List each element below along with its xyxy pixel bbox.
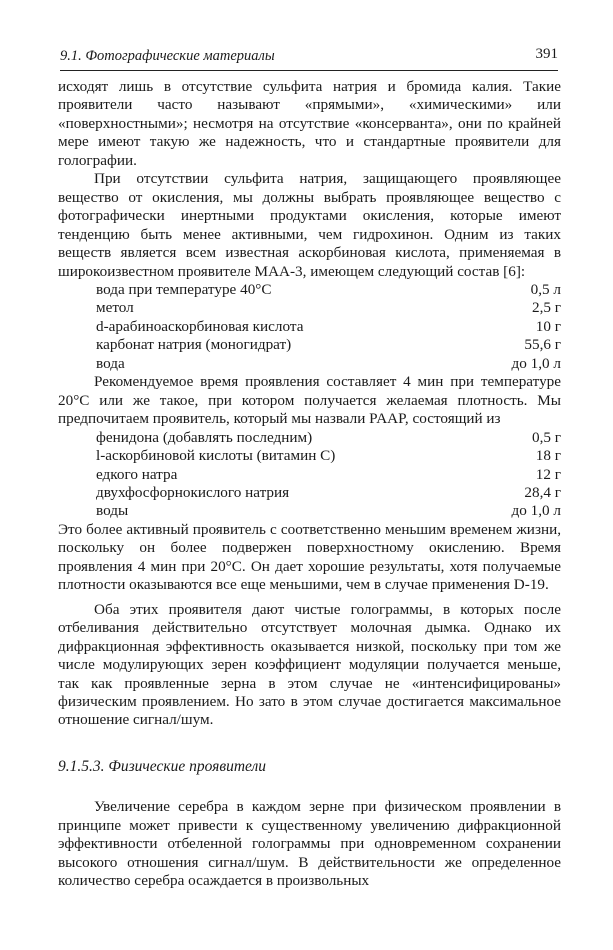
recipe-row — [58, 336, 561, 354]
ingredient: l-аскорбиновой кислоты (витамин С) — [96, 447, 336, 465]
ingredient: едкого натра — [96, 465, 178, 483]
subsection-heading: 9.1.5.3. Физические проявители — [58, 757, 267, 775]
paragraph-6: Увеличение серебра в каждом зерне при физическом проявлении в принципе может привести к существенному увеличению дифракционной эффективности отбеленной голограммы при одновременном сохранении высокого отношения сигнал/шум. В действительности же определенное количество серебра осаждается в произвольных — [58, 798, 561, 890]
quantity: 0,5 л — [530, 280, 561, 298]
ingredient: воды — [96, 502, 129, 520]
recipe-maa3 — [58, 281, 561, 373]
paragraph-5: Оба этих проявителя дают чистые голограммы, в которых после отбеливания действительно отсутствует молочная дымка. Однако их дифракционная эффективность оказывается низкой, поскольку при том же числе модулирующих зерен коэффициент модуляции получается меньше, так как проявленные зерна в этом случае не «интенсифицированы» физическим проявлением. Но зато в этом случае достигается максимальное отношение сигнал/шум. — [58, 600, 561, 729]
ingredient: вода — [96, 354, 125, 372]
recipe-row — [58, 447, 561, 465]
ingredient: d-арабиноаскорбиновая кислота — [96, 317, 304, 335]
recipe-row — [58, 429, 561, 447]
recipe-row — [58, 502, 561, 520]
running-header — [60, 44, 558, 71]
paragraph-1: исходят лишь в отсутствие сульфита натрия и бромида калия. Такие проявители часто называют «прямыми», «химическими» или «поверхностными»; несмотря на отсутствие «консерванта», они по крайней мере имеют такую же надежность, что и стандартные проявители для голографии. — [58, 78, 561, 169]
ingredient: карбонат натрия (моногидрат) — [96, 336, 292, 354]
quantity: 10 г — [535, 317, 561, 335]
quantity: 18 г — [535, 447, 561, 465]
ingredient: двухфосфорнокислого натрия — [96, 483, 290, 501]
paragraph-3: Рекомендуемое время проявления составляет 4 мин при температуре 20°С или же такое, при котором получается желаемая плотность. Мы предпочитаем проявитель, который мы назвали PAAP, состоящий из — [58, 373, 561, 428]
body-text — [58, 78, 561, 891]
page-number: 391 — [535, 46, 558, 62]
quantity: 28,4 г — [524, 483, 561, 501]
recipe-row — [58, 299, 561, 317]
quantity: 0,5 г — [531, 428, 561, 446]
quantity: 12 г — [535, 465, 561, 483]
quantity: до 1,0 л — [511, 354, 561, 372]
ingredient: вода при температуре 40°С — [96, 280, 272, 298]
ingredient: фенидона (добавлять последним) — [96, 428, 313, 446]
ingredient: метол — [96, 299, 134, 317]
recipe-row — [58, 484, 561, 502]
section-title: 9.1. Фотографические материалы — [60, 48, 275, 64]
recipe-row — [58, 466, 561, 484]
quantity: 55,6 г — [524, 336, 561, 354]
quantity: до 1,0 л — [511, 502, 561, 520]
paragraph-2: При отсутствии сульфита натрия, защищающего проявляющее вещество от окисления, мы должны выбрать проявляющее вещество с фотографически инертными продуктами окисления, которые имеют тенденцию быть менее активными, чем гидрохинон. Одним из таких веществ является всем известная аскорбиновая кислота, применяемая в широкоизвестном проявителе МАА-3, имеющем следующий состав [6]: — [58, 170, 561, 280]
quantity: 2,5 г — [531, 299, 561, 317]
recipe-paap — [58, 429, 561, 521]
recipe-row — [58, 318, 561, 336]
recipe-row — [58, 355, 561, 373]
paragraph-4: Это более активный проявитель с соответственно меньшим временем жизни, поскольку он более подвержен поверхностному окислению. Время проявления 4 мин при 20°С. Он дает хорошие результаты, хотя получаемые плотности оказываются все еще меньшими, чем в случае применения D-19. — [58, 520, 561, 594]
recipe-row — [58, 281, 561, 299]
